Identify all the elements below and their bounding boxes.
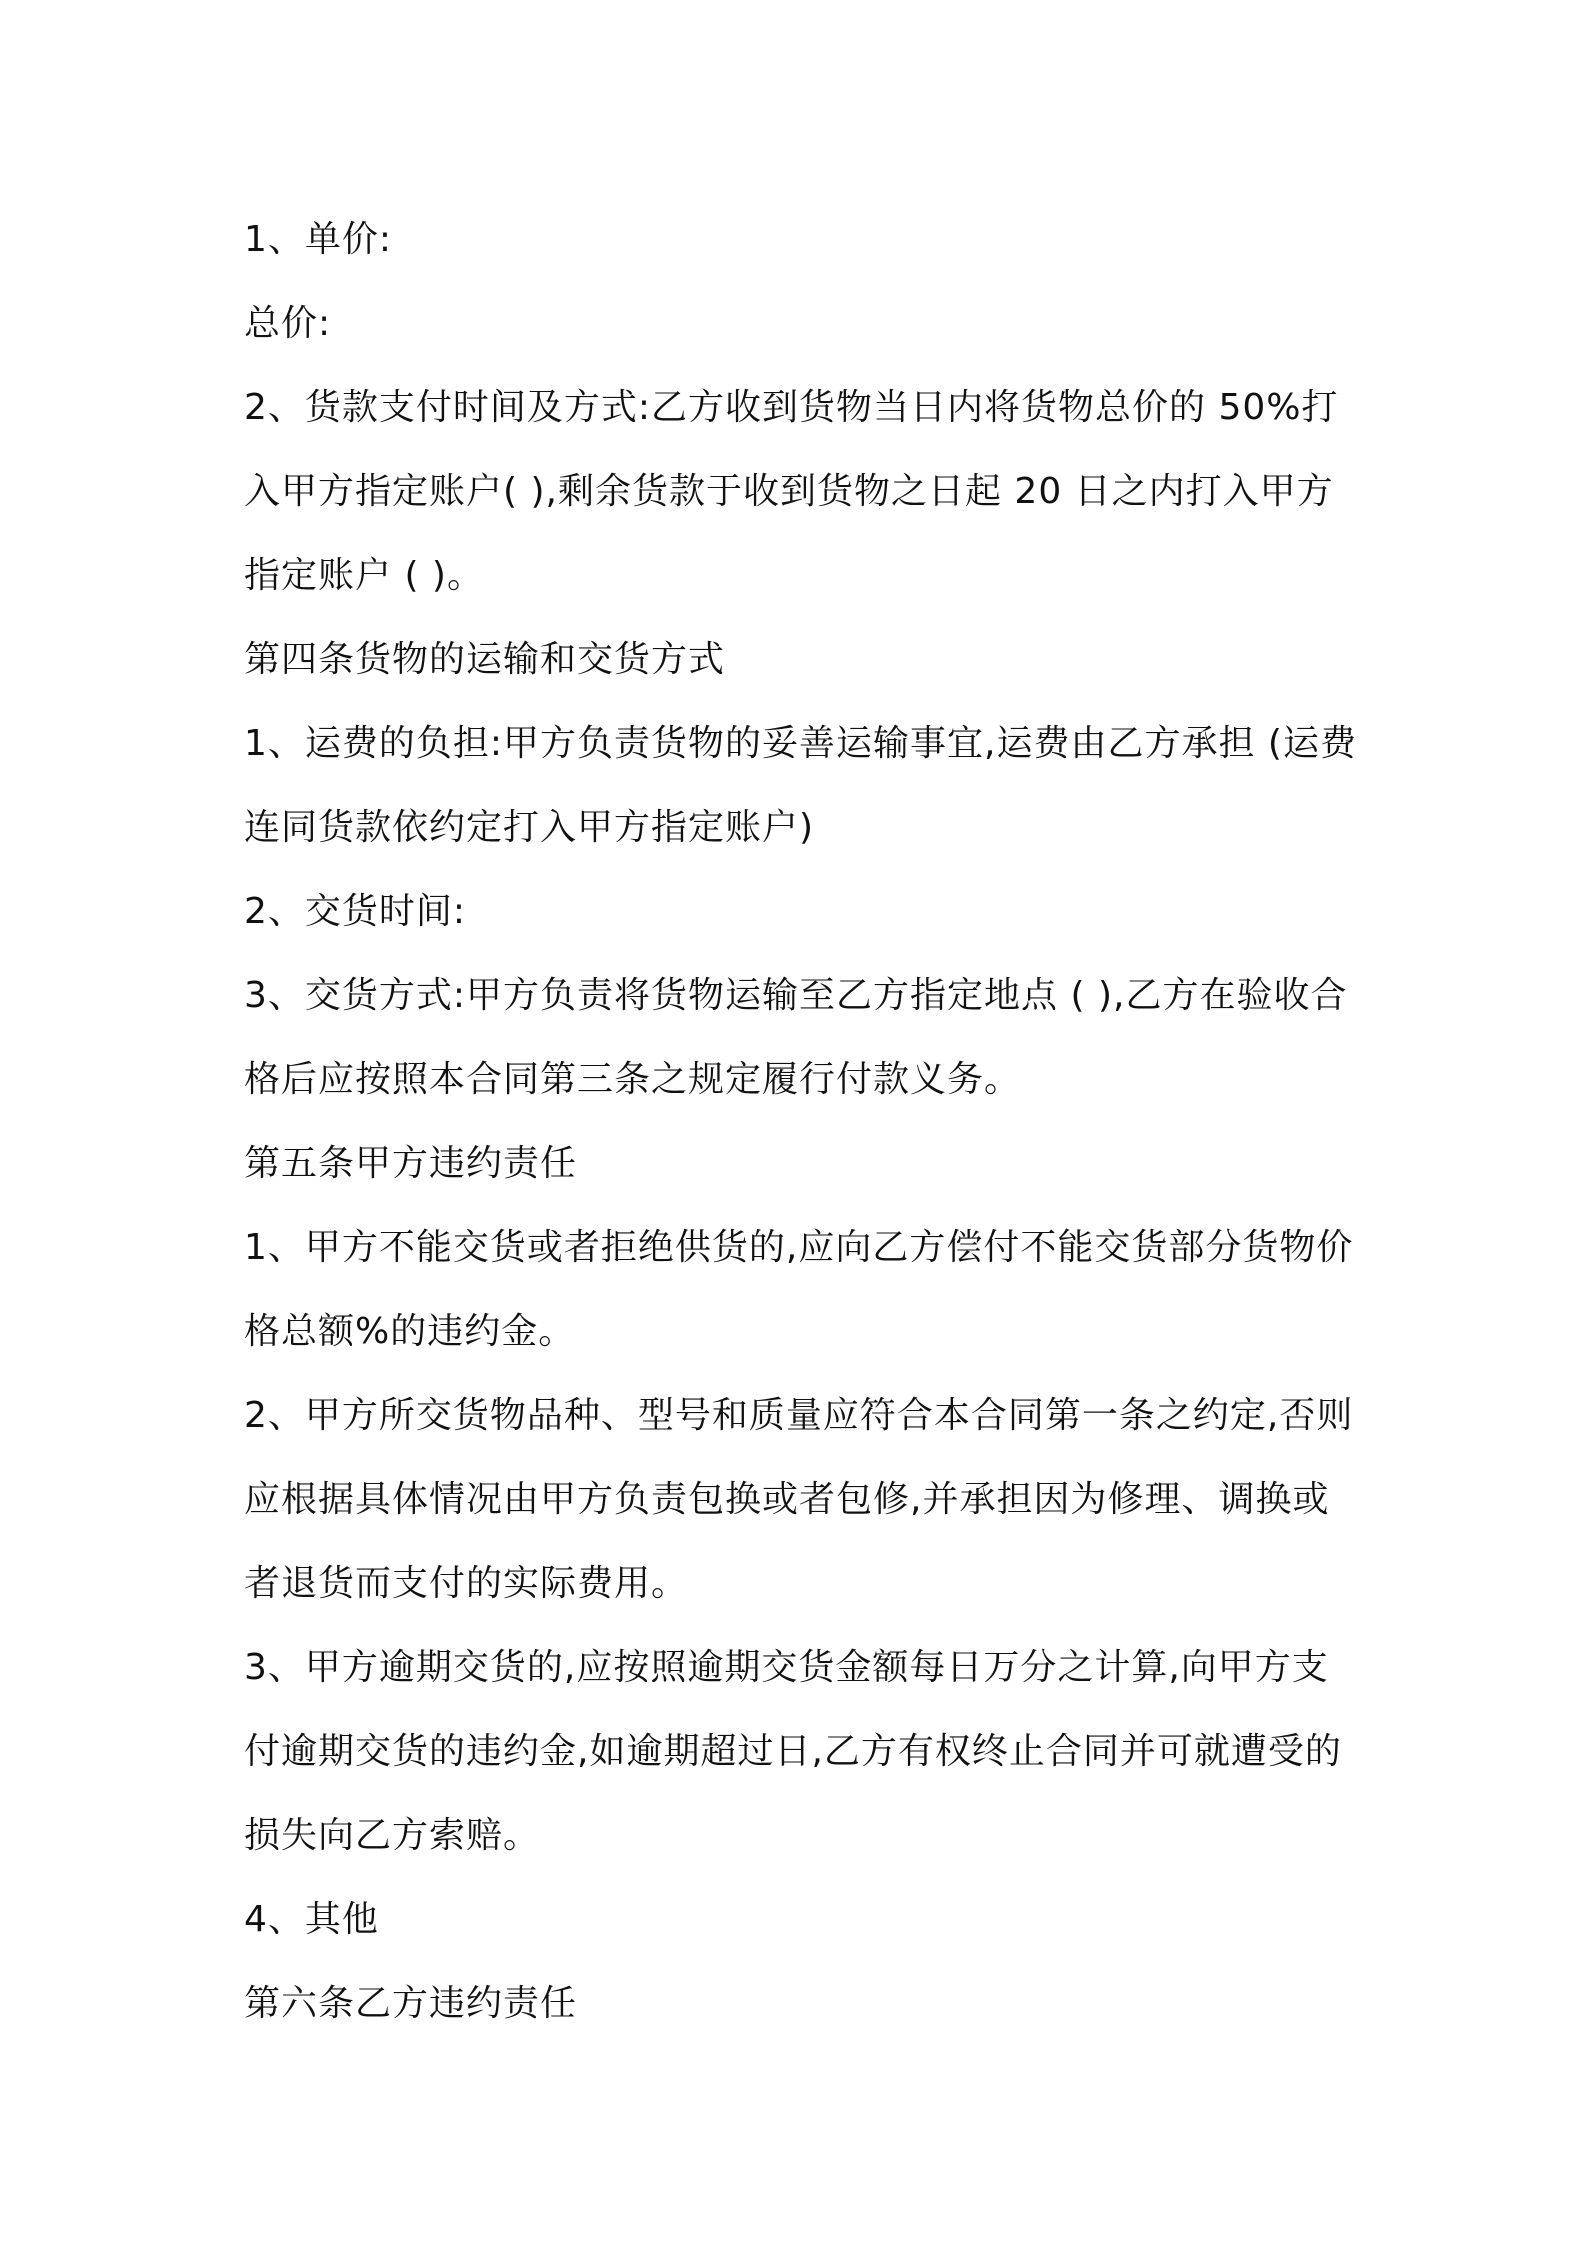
delivery-time-line: 2、交货时间:	[244, 891, 467, 932]
party-a-breach-item-3: 3、甲方逾期交货的,应按照逾期交货金额每日万分之计算,向甲方支付逾期交货的违约金,如逾期超过日,乙方有权终止合同并可就遭受的损失向乙方索赔。	[244, 1647, 1342, 1856]
party-a-breach-item-4: 4、其他	[244, 1899, 379, 1940]
party-a-breach-item-2: 2、甲方所交货物品种、型号和质量应符合本合同第一条之约定,否则应根据具体情况由甲方负责包换或者包修,并承担因为修理、调换或者退货而支付的实际费用。	[244, 1395, 1354, 1604]
article-six-heading: 第六条乙方违约责任	[244, 1983, 578, 2024]
delivery-method-paragraph: 3、交货方式:甲方负责将货物运输至乙方指定地点 ( ),乙方在验收合格后应按照本合同第三条之规定履行付款义务。	[244, 975, 1348, 1100]
document-body	[244, 198, 1364, 2046]
unit-price-line: 1、单价:	[244, 219, 393, 260]
freight-paragraph: 1、运费的负担:甲方负责货物的妥善运输事宜,运费由乙方承担 (运费连同货款依约定打入甲方指定账户)	[244, 723, 1357, 848]
article-five-heading: 第五条甲方违约责任	[244, 1143, 578, 1184]
party-a-breach-item-1: 1、甲方不能交货或者拒绝供货的,应向乙方偿付不能交货部分货物价格总额%的违约金。	[244, 1227, 1354, 1352]
payment-terms-paragraph: 2、货款支付时间及方式:乙方收到货物当日内将货物总价的 50%打入甲方指定账户( ),剩余货款于收到货物之日起 20 日之内打入甲方指定账户 ( )。	[244, 387, 1339, 596]
total-price-line: 总价:	[244, 303, 332, 344]
article-four-heading: 第四条货物的运输和交货方式	[244, 639, 726, 680]
